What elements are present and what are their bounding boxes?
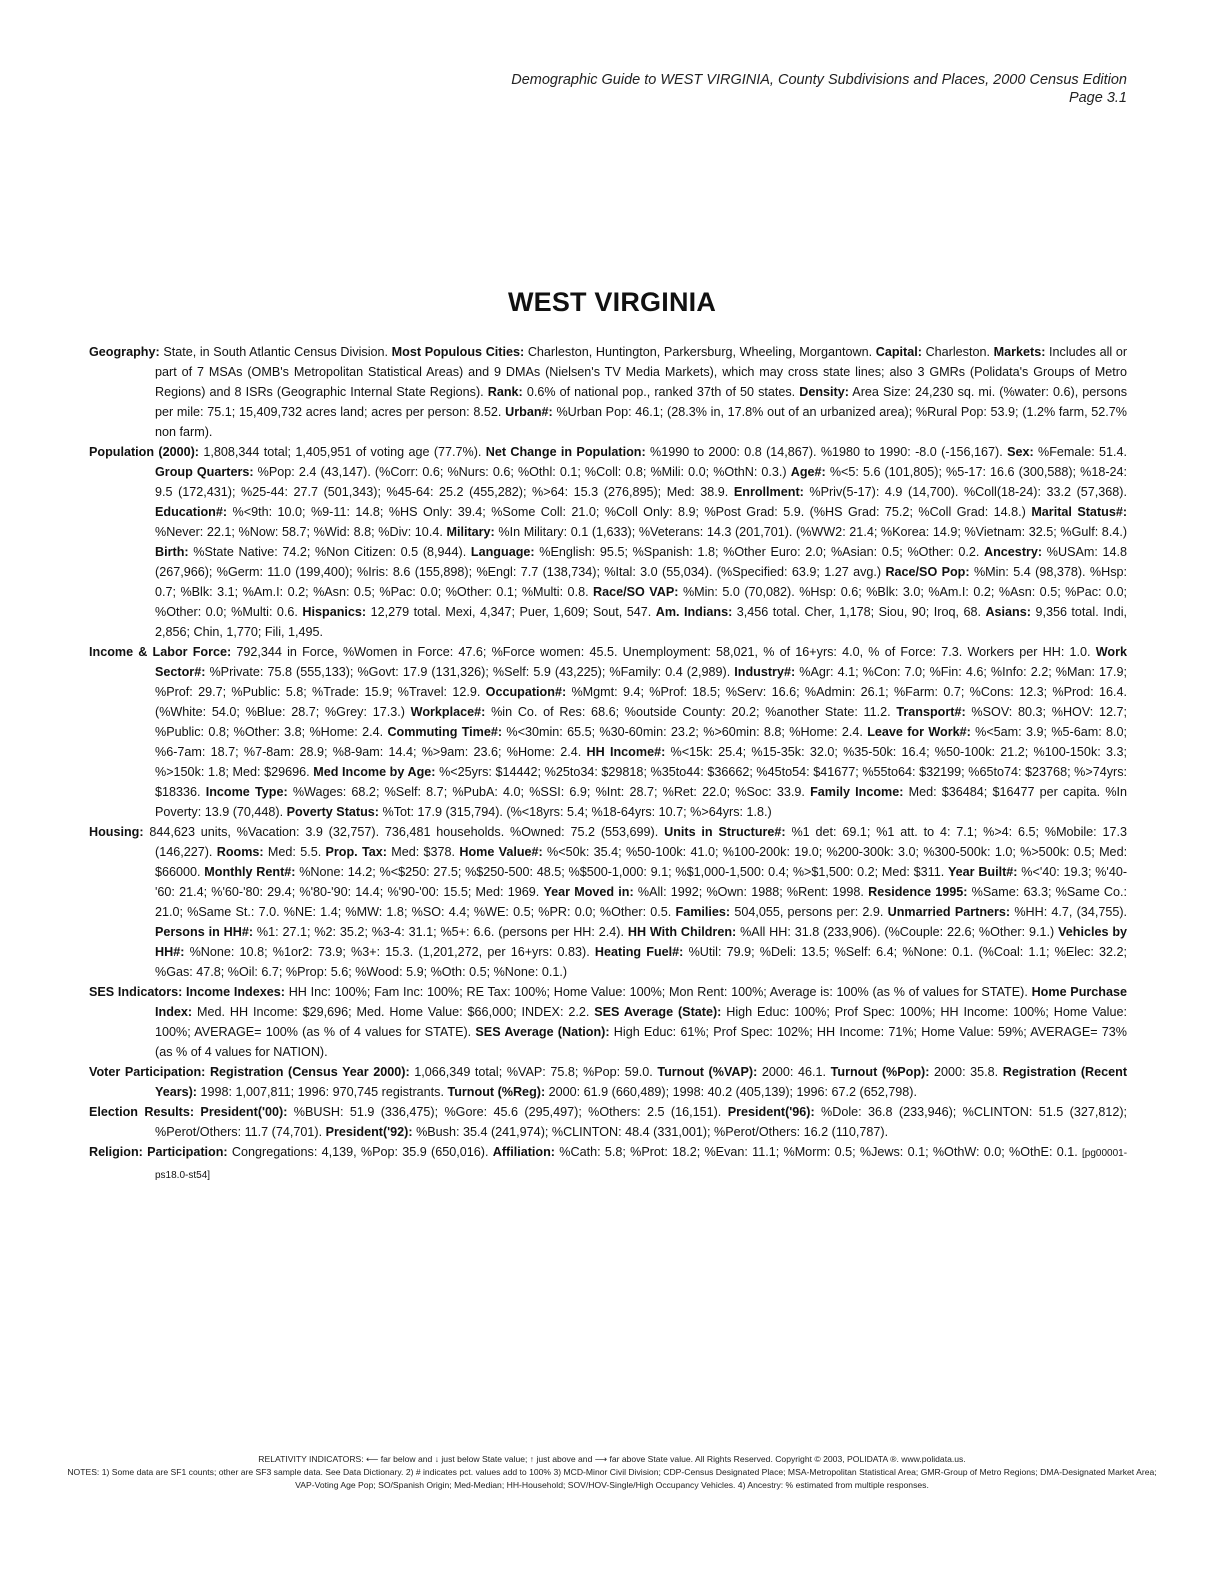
section-label: Religion:: [89, 1145, 143, 1159]
field-value: State, in South Atlantic Census Division.: [163, 345, 389, 359]
field-value: Med: 5.5.: [267, 845, 322, 859]
field-value: %Pop: 2.4 (43,147). (%Corr: 0.6; %Nurs: 0.6; %Othl: 0.1; %Coll: 0.8; %Mili: 0.0; %OthN: 0.3.): [257, 465, 787, 479]
field-label: Asians:: [985, 605, 1031, 619]
section-label: Voter Participation:: [89, 1065, 206, 1079]
field-value: 3,456 total. Cher, 1,178; Siou, 90; Iroq, 68.: [736, 605, 981, 619]
field-value: %BUSH: 51.9 (336,475); %Gore: 45.6 (295,497); %Others: 2.5 (16,151).: [293, 1105, 722, 1119]
page-header: [511, 71, 1127, 107]
field-value: 504,055, persons per: 2.9.: [734, 905, 884, 919]
field-label: President('00):: [200, 1105, 288, 1119]
section-label: Income & Labor Force:: [89, 645, 232, 659]
field-label: Marital Status#:: [1031, 505, 1128, 519]
field-label: Commuting Time#:: [387, 725, 503, 739]
field-label: Transport#:: [896, 705, 966, 719]
field-value: Med: $36484; $16477 per capita. %In Poverty: 13.9 (70,448).: [155, 785, 1128, 819]
field-value: HH Inc: 100%; Fam Inc: 100%; RE Tax: 100%; Home Value: 100%; Mon Rent: 100%; Average is: 100% (as % of values for STATE).: [288, 985, 1028, 999]
field-value: 844,623 units, %Vacation: 3.9 (32,757). 736,481 households. %Owned: 75.2 (553,699).: [149, 825, 659, 839]
field-value: 2000: 46.1.: [761, 1065, 827, 1079]
field-value: Congregations: 4,139, %Pop: 35.9 (650,016).: [231, 1145, 489, 1159]
field-value: Med. HH Income: $29,696; Med. Home Value: $66,000; INDEX: 2.2.: [196, 1005, 590, 1019]
field-label: Turnout (%Pop):: [830, 1065, 930, 1079]
field-label: Turnout (%Reg):: [447, 1085, 546, 1099]
field-value: 1998: 1,007,811; 1996: 970,745 registrants.: [200, 1085, 444, 1099]
field-value: 9,356 total. Indi, 2,856; Chin, 1,770; Fili, 1,495.: [155, 605, 1128, 639]
field-value: %Mgmt: 9.4; %Prof: 18.5; %Serv: 16.6; %Admin: 26.1; %Farm: 0.7; %Cons: 12.3; %Prod: 16.4. (%White: 54.0; %Blue: 28.7; %Grey: 17.3.): [155, 685, 1128, 719]
field-value: 1,066,349 total; %VAP: 75.8; %Pop: 59.0.: [414, 1065, 653, 1079]
field-value: %1990 to 2000: 0.8 (14,867). %1980 to 1990: -8.0 (-156,167).: [650, 445, 1003, 459]
section: [89, 822, 1127, 982]
section-label: Geography:: [89, 345, 160, 359]
field-value: %<30min: 65.5; %30-60min: 23.2; %>60min: 8.8; %Home: 2.4.: [506, 725, 863, 739]
field-value: %1: 27.1; %2: 35.2; %3-4: 31.1; %5+: 6.6. (persons per HH: 2.4).: [256, 925, 624, 939]
field-value: %Util: 79.9; %Deli: 13.5; %Self: 6.4; %None: 0.1. (%Coal: 1.1; %Elec: 32.2; %Gas: 47.8; %Oil: 6.7; %Prop: 5.6; %Wood: 5.9; %Oth: 0.5; %None: 0.1.): [155, 945, 1128, 979]
field-value: %<5am: 3.9; %5-6am: 8.0; %6-7am: 18.7; %7-8am: 28.9; %8-9am: 14.4; %>9am: 23.6; %Home: 2.4.: [155, 725, 1128, 759]
section-label: Election Results:: [89, 1105, 195, 1119]
field-value: 1,808,344 total; 1,405,951 of voting age (77.7%).: [203, 445, 482, 459]
state-title: WEST VIRGINIA: [507, 287, 717, 317]
field-label: HH With Children:: [627, 925, 737, 939]
field-label: Most Populous Cities:: [391, 345, 525, 359]
field-label: Family Income:: [810, 785, 904, 799]
field-value: %Min: 5.0 (70,082). %Hsp: 0.6; %Blk: 3.0; %Am.I: 0.2; %Asn: 0.5; %Pac: 0.0; %Other: 0.0; %Multi: 0.6.: [155, 585, 1128, 619]
field-label: Group Quarters:: [155, 465, 254, 479]
field-label: SES Average (State):: [594, 1005, 722, 1019]
field-value: %Female: 51.4.: [1038, 445, 1128, 459]
field-value: %Dole: 36.8 (233,946); %CLINTON: 51.5 (327,812); %Perot/Others: 11.7 (74,701).: [155, 1105, 1128, 1139]
field-value: %1 det: 69.1; %1 att. to 4: 7.1; %>4: 6.5; %Mobile: 17.3 (146,227).: [155, 825, 1128, 859]
field-value: %State Native: 74.2; %Non Citizen: 0.5 (8,944).: [193, 545, 467, 559]
field-value: %USAm: 14.8 (267,966); %Germ: 11.0 (199,400); %Iris: 8.6 (155,898); %Engl: 7.7 (138,734); %Ital: 3.0 (55,034). (%Specified: 63.9; 1.27 avg.): [155, 545, 1128, 579]
field-label: Participation:: [147, 1145, 228, 1159]
document-title: Demographic Guide to WEST VIRGINIA, County Subdivisions and Places, 2000 Census Edition: [511, 72, 1127, 88]
field-label: Year Built#:: [947, 865, 1018, 879]
page-reference: [pg00001-ps18.0-st54]: [155, 1148, 1128, 1181]
field-label: Affiliation:: [492, 1145, 556, 1159]
field-label: Registration (Recent Years):: [155, 1065, 1128, 1099]
field-value: Charleston.: [925, 345, 990, 359]
field-label: President('92):: [325, 1125, 413, 1139]
section: [89, 1062, 1127, 1102]
field-value: %Private: 75.8 (555,133); %Govt: 17.9 (131,326); %Self: 5.9 (43,225); %Family: 0.4 (2,989).: [209, 665, 731, 679]
field-value: 2000: 35.8.: [934, 1065, 999, 1079]
field-label: Poverty Status:: [286, 805, 379, 819]
field-label: Education#:: [155, 505, 228, 519]
field-label: Monthly Rent#:: [204, 865, 296, 879]
field-label: Income Indexes:: [186, 985, 285, 999]
field-value: %SOV: 80.3; %HOV: 12.7; %Public: 0.8; %Other: 3.8; %Home: 2.4.: [155, 705, 1128, 739]
field-label: Age#:: [790, 465, 826, 479]
field-value: %HH: 4.7, (34,755).: [1014, 905, 1128, 919]
field-label: Work Sector#:: [155, 645, 1128, 679]
field-value: %Wages: 68.2; %Self: 8.7; %PubA: 4.0; %SSI: 6.9; %Int: 28.7; %Ret: 22.0; %Soc: 33.9.: [292, 785, 805, 799]
field-label: Race/SO VAP:: [593, 585, 679, 599]
field-label: Leave for Work#:: [867, 725, 971, 739]
field-label: Ancestry:: [984, 545, 1043, 559]
field-value: %English: 95.5; %Spanish: 1.8; %Other Euro: 2.0; %Asian: 0.5; %Other: 0.2.: [539, 545, 980, 559]
field-label: Occupation#:: [485, 685, 567, 699]
field-label: Home Value#:: [459, 845, 543, 859]
field-label: Hispanics:: [302, 605, 367, 619]
field-value: %<25yrs: $14442; %25to34: $29818; %35to44: $36662; %45to54: $41677; %55to64: $32199; %65to74: $23768; %>74yrs: $18336.: [155, 765, 1128, 799]
field-label: SES Average (Nation):: [475, 1025, 610, 1039]
field-label: Rooms:: [216, 845, 264, 859]
field-value: 12,279 total. Mexi, 4,347; Puer, 1,609; Sout, 547.: [370, 605, 652, 619]
field-label: Race/SO Pop:: [885, 565, 970, 579]
field-value: High Educ: 100%; Prof Spec: 100%; HH Income: 100%; Home Value: 100%; AVERAGE= 100% (as % of 4 values for STATE).: [155, 1005, 1127, 1039]
section: [89, 1102, 1127, 1142]
field-label: Capital:: [875, 345, 922, 359]
field-value: High Educ: 61%; Prof Spec: 102%; HH Income: 71%; Home Value: 59%; AVERAGE= 73% (as % of 4 values for NATION).: [155, 1025, 1128, 1059]
field-label: Prop. Tax:: [325, 845, 387, 859]
field-value: %None: 14.2; %<$250: 27.5; %$250-500: 48.5; %$500-1,000: 9.1; %$1,000-1,500: 0.4; %>$1,500: 0.2; Med: $311.: [299, 865, 945, 879]
field-value: %In Military: 0.1 (1,633); %Veterans: 14.3 (201,701). (%WW2: 21.4; %Korea: 14.9; %Vietnam: 32.5; %Gulf: 8.4.): [498, 525, 1128, 539]
field-label: Units in Structure#:: [664, 825, 786, 839]
field-value: %<9th: 10.0; %9-11: 14.8; %HS Only: 39.4; %Some Coll: 21.0; %Coll Only: 8.9; %Post Grad: 5.9. (%HS Grad: 75.2; %Coll Grad: 14.8.): [232, 505, 1026, 519]
field-label: Residence 1995:: [868, 885, 968, 899]
field-label: Workplace#:: [410, 705, 486, 719]
field-value: %<'40: 19.3; %'40-'60: 21.4; %'60-'80: 29.4; %'80-'90: 14.4; %'90-'00: 15.5; Med: 1969.: [155, 865, 1128, 899]
footer-notes: NOTES: 1) Some data are SF1 counts; other are SF3 sample data. See Data Dictionary. 2) # indicates pct. values add to 100% 3) MCD-Minor Civil Division; CDP-Census Designated Place; MSA-Metropolitan Statistical Area; GMR-Group of Metro Regions; DMA-Designated Market Area; VAP-Voting Age Pop; SO/Spanish Origin; Med-Median; HH-Household; SOV/HOV-Single/High Occupancy Vehicles. 4) Ancestry: % estimated from multiple responses.: [67, 1467, 1157, 1490]
field-label: Am. Indians:: [655, 605, 733, 619]
field-value: %<50k: 35.4; %50-100k: 41.0; %100-200k: 19.0; %200-300k: 3.0; %300-500k: 1.0; %>500k: 0.5; Med: $66000.: [155, 845, 1128, 879]
field-label: President('96):: [727, 1105, 815, 1119]
field-label: Vehicles by HH#:: [155, 925, 1128, 959]
field-value: %All HH: 31.8 (233,906). (%Couple: 22.6; %Other: 9.1.): [740, 925, 1055, 939]
field-value: Med: $378.: [391, 845, 456, 859]
field-value: %Never: 22.1; %Now: 58.7; %Wid: 8.8; %Div: 10.4.: [155, 525, 443, 539]
field-label: Sex:: [1007, 445, 1034, 459]
field-value: 2000: 61.9 (660,489); 1998: 40.2 (405,139); 1996: 67.2 (652,798).: [548, 1085, 917, 1099]
field-value: Includes all or part of 7 MSAs (OMB's Metropolitan Statistical Areas) and 9 DMAs (Nielsen's TV Media Markets), which may cross state lines; also 3 GMRs (Polidata's Groups of Metro Regions) and 8 ISRs (Geographic Internal State Regions).: [155, 345, 1128, 399]
field-label: Enrollment:: [733, 485, 804, 499]
field-label: Markets:: [993, 345, 1046, 359]
section-label: SES Indicators:: [89, 985, 183, 999]
page-number: Page 3.1: [1068, 90, 1127, 106]
field-value: %<15k: 25.4; %15-35k: 32.0; %35-50k: 16.4; %50-100k: 21.2; %100-150k: 3.3; %>150k: 1.8; Med: $29696.: [155, 745, 1127, 779]
profile-content: [89, 342, 1127, 1186]
section-label: Population (2000):: [89, 445, 199, 459]
field-label: Heating Fuel#:: [594, 945, 684, 959]
field-value: %None: 10.8; %1or2: 73.9; %3+: 15.3. (1,201,272, per 16+yrs: 0.83).: [189, 945, 590, 959]
field-value: Charleston, Huntington, Parkersburg, Wheeling, Morgantown.: [527, 345, 873, 359]
field-label: Turnout (%VAP):: [657, 1065, 758, 1079]
field-label: Year Moved in:: [543, 885, 634, 899]
field-value: %Priv(5-17): 4.9 (14,700). %Coll(18-24): 33.2 (57,368).: [809, 485, 1127, 499]
page-footer: [60, 1453, 1164, 1492]
field-value: %All: 1992; %Own: 1988; %Rent: 1998.: [637, 885, 864, 899]
relativity-indicators: RELATIVITY INDICATORS: ⟵ far below and ↓ just below State value; ↑ just above and ⟶ far above State value. All Rights Reserved. Copyright © 2003, POLIDATA ®. www.polidata.us.: [258, 1454, 966, 1464]
field-value: %Cath: 5.8; %Prot: 18.2; %Evan: 11.1; %Morm: 0.5; %Jews: 0.1; %OthW: 0.0; %OthE: 0.1.: [559, 1145, 1078, 1159]
field-value: %in Co. of Res: 68.6; %outside County: 20.2; %another State: 11.2.: [491, 705, 891, 719]
field-value: %Tot: 17.9 (315,794). (%<18yrs: 5.4; %18-64yrs: 10.7; %>64yrs: 1.8.): [382, 805, 772, 819]
field-label: Density:: [799, 385, 849, 399]
field-label: Unmarried Partners:: [887, 905, 1011, 919]
field-label: Registration (Census Year 2000):: [209, 1065, 410, 1079]
section: [89, 642, 1127, 822]
field-label: Birth:: [155, 545, 189, 559]
field-value: %<5: 5.6 (101,805); %5-17: 16.6 (300,588); %18-24: 9.5 (172,431); %25-44: 27.7 (501,343); %45-64: 25.2 (455,282); %>64: 15.3 (276,895); Med: 38.9.: [155, 465, 1128, 499]
field-label: Home Purchase Index:: [155, 985, 1128, 1019]
field-label: Med Income by Age:: [313, 765, 436, 779]
field-value: %Bush: 35.4 (241,974); %CLINTON: 48.4 (331,001); %Perot/Others: 16.2 (110,787).: [416, 1125, 889, 1139]
section-label: Housing:: [89, 825, 144, 839]
field-value: 0.6% of national pop., ranked 37th of 50 states.: [526, 385, 796, 399]
field-label: Rank:: [487, 385, 523, 399]
field-label: Persons in HH#:: [155, 925, 254, 939]
field-label: Urban#:: [505, 405, 553, 419]
field-value: %Urban Pop: 46.1; (28.3% in, 17.8% out of an urbanized area); %Rural Pop: 53.9; (1.2% farm, 52.7% non farm).: [155, 405, 1127, 439]
field-label: Language:: [470, 545, 535, 559]
section: [89, 342, 1127, 442]
section: [89, 1142, 1127, 1186]
field-label: Industry#:: [734, 665, 796, 679]
section: [89, 982, 1127, 1062]
field-value: %Same: 63.3; %Same Co.: 21.0; %Same St.: 7.0. %NE: 1.4; %MW: 1.8; %SO: 4.4; %WE: 0.5; %PR: 0.0; %Other: 0.5.: [155, 885, 1128, 919]
section: [89, 442, 1127, 642]
field-label: Income Type:: [205, 785, 288, 799]
field-value: %Agr: 4.1; %Con: 7.0; %Fin: 4.6; %Info: 2.2; %Man: 17.9; %Prof: 29.7; %Public: 5.8; %Trade: 15.9; %Travel: 12.9.: [155, 665, 1128, 699]
field-label: HH Income#:: [586, 745, 666, 759]
field-label: Military:: [446, 525, 495, 539]
field-value: %Min: 5.4 (98,378). %Hsp: 0.7; %Blk: 3.1; %Am.I: 0.2; %Asn: 0.5; %Pac: 0.0; %Other: 0.1; %Multi: 0.8.: [155, 565, 1127, 599]
field-value: Area Size: 24,230 sq. mi. (%water: 0.6), persons per mile: 75.1; 15,409,732 acres land; acres per person: 8.52.: [155, 385, 1128, 419]
field-label: Families:: [675, 905, 731, 919]
field-value: 792,344 in Force, %Women in Force: 47.6; %Force women: 45.5. Unemployment: 58,021, % of 16+yrs: 4.0, % of Force: 7.3. Workers per HH: 1.0.: [236, 645, 1091, 659]
field-label: Net Change in Population:: [485, 445, 646, 459]
